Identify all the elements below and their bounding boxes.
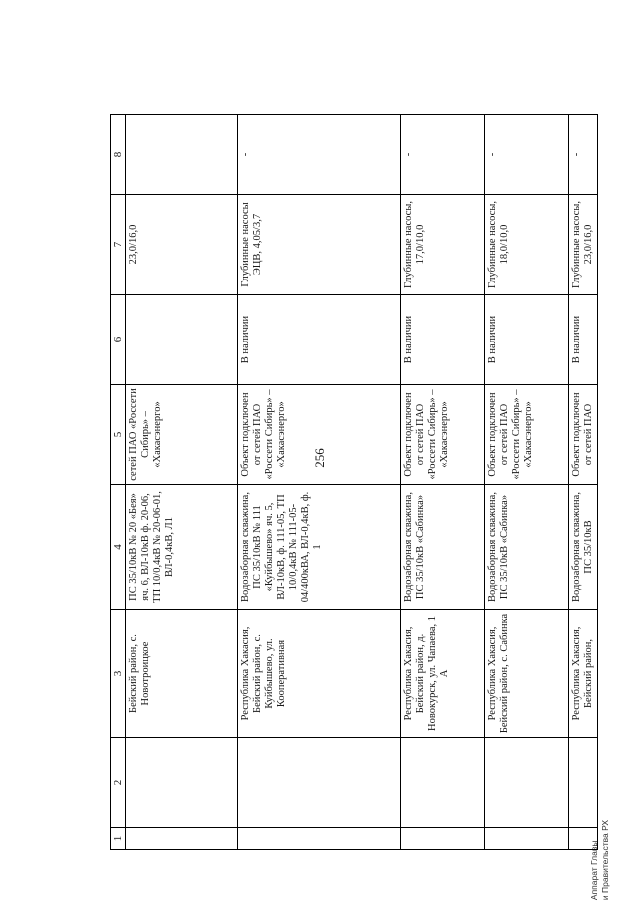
- location-cell: Республика Хакасия, Бейский район, д. Новокурск, ул. Чапаева, 1 А: [401, 610, 485, 738]
- equipment-cell: 23,0/16,0: [126, 195, 238, 295]
- notes-cell: -: [569, 115, 598, 195]
- table-cell: [126, 828, 238, 850]
- table-cell: [569, 738, 598, 828]
- power-source-cell: Водозаборная скважина, ПС 35/10кВ «Сабинка»: [401, 485, 485, 610]
- connection-cell: Объект подключен от сетей ПАО «Россети Сибирь» – «Хакасэнерго»: [485, 385, 569, 485]
- power-source-cell: Водозаборная скважина, ПС 35/10кВ: [569, 485, 598, 610]
- location-cell: Республика Хакасия, Бейский район,: [569, 610, 598, 738]
- table-row: [485, 115, 569, 850]
- equipment-cell: Глубинные насосы, 18,0/10,0: [485, 195, 569, 295]
- power-source-cell: Водозаборная скважина, ПС 35/10кВ «Сабинка»: [485, 485, 569, 610]
- equipment-cell: Глубинные насосы ЭЦВ, 4,05/3,7: [238, 195, 401, 295]
- connection-cell: Объект подключен от сетей ПАО «Россети Сибирь» – «Хакасэнерго»: [238, 385, 401, 485]
- table-row: [569, 115, 598, 850]
- notes-cell: -: [485, 115, 569, 195]
- table-row: [126, 115, 238, 850]
- facilities-table: [110, 114, 598, 850]
- connection-cell: Объект подключен от сетей ПАО: [569, 385, 598, 485]
- equipment-cell: Глубинные насосы, 17,0/10,0: [401, 195, 485, 295]
- stamp-line-2: и Правительства РХ: [600, 819, 610, 901]
- column-header: 7: [111, 195, 126, 295]
- table-cell: [485, 828, 569, 850]
- column-header: 3: [111, 610, 126, 738]
- notes-cell: -: [238, 115, 401, 195]
- power-source-cell: ПС 35/10кВ № 20 «Бея» яч. 6, ВЛ-10кВ ф. 20-06, ТП 10/0,4кВ № 20-06-01, ВЛ-0,4кВ, Л1: [126, 485, 238, 610]
- rotated-table-sheet: [110, 115, 594, 850]
- table-row: [238, 115, 401, 850]
- column-header: 5: [111, 385, 126, 485]
- availability-cell: В наличии: [401, 295, 485, 385]
- availability-cell: В наличии: [238, 295, 401, 385]
- equipment-cell: Глубинные насосы, 23,0/16,0: [569, 195, 598, 295]
- table-cell: [485, 738, 569, 828]
- table-cell: [126, 738, 238, 828]
- column-header: 1: [111, 828, 126, 850]
- column-number-row: [111, 115, 126, 850]
- location-cell: Республика Хакасия, Бейский район, с. Куйбышево, ул. Кооперативная: [238, 610, 401, 738]
- location-cell: Республика Хакасия, Бейский район, с. Сабинка: [485, 610, 569, 738]
- stamp-line-1: Аппарат Главы: [589, 840, 599, 901]
- connection-cell: Объект подключен от сетей ПАО «Россети Сибирь» – «Хакасэнерго»: [401, 385, 485, 485]
- table-row: [401, 115, 485, 850]
- power-source-cell: Водозаборная скважина, ПС 35/10кВ № 111 «Куйбышево» яч. 5, ВЛ-10кВ, ф. 111-05, ТП 10/0,4кВ № 111-05-04/400кВА, ВЛ-0,4кВ, ф. 1: [238, 485, 401, 610]
- availability-cell: В наличии: [485, 295, 569, 385]
- location-cell: Бейский район, с. Новотроицкое: [126, 610, 238, 738]
- column-header: 6: [111, 295, 126, 385]
- notes-cell: [126, 115, 238, 195]
- table-cell: [238, 738, 401, 828]
- column-header: 8: [111, 115, 126, 195]
- column-header: 2: [111, 738, 126, 828]
- table-cell: [569, 828, 598, 850]
- table-cell: [401, 828, 485, 850]
- availability-cell: В наличии: [569, 295, 598, 385]
- notes-cell: -: [401, 115, 485, 195]
- table-cell: [238, 828, 401, 850]
- page-number: 256: [312, 448, 327, 468]
- column-header: 4: [111, 485, 126, 610]
- connection-cell: сетей ПАО «Россети Сибирь» – «Хакасэнерго»: [126, 385, 238, 485]
- availability-cell: [126, 295, 238, 385]
- table-cell: [401, 738, 485, 828]
